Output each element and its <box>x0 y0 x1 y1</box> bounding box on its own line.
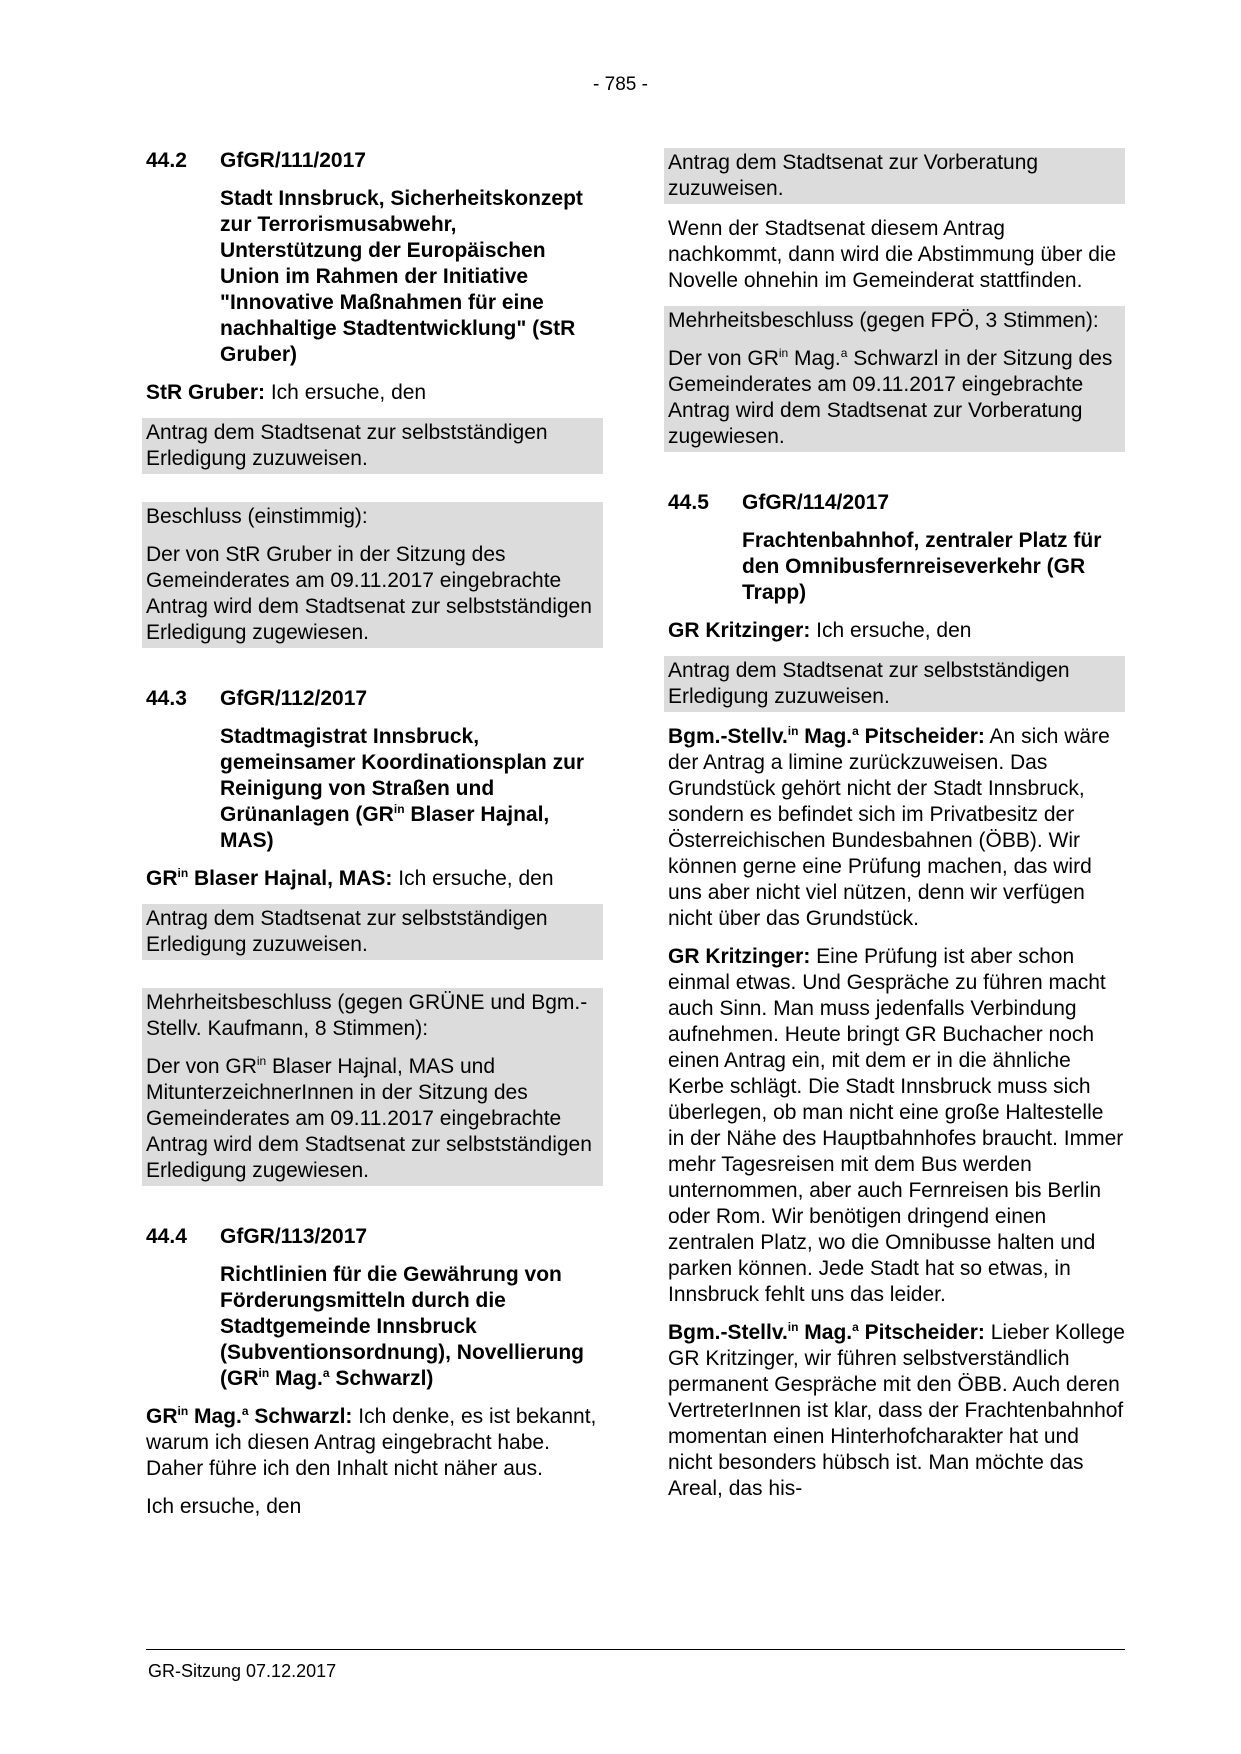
section-heading-44-3 <box>146 686 603 712</box>
speaker-name: StR Gruber: <box>146 381 266 404</box>
right-column <box>668 148 1125 1514</box>
speaker-text: Ich ersuche, den <box>392 867 554 890</box>
speaker-name: $GR^{in}$ Mag.$^a$ Schwarzl: <box>146 1404 353 1428</box>
speaker-text: Eine Prüfung ist aber schon einmal etwas. Und Gespräche zu führen macht auch Sinn. Man muss jedenfalls Verbindung aufnehmen. Heute bringt GR Buchacher noch einen Antrag ein, mit dem er in die ähnliche Kerbe schlägt. Die Stadt Innsbruck muss sich überlegen, ob man nicht eine große Haltestelle in der Nähe des Hauptbahnhofes braucht. Immer mehr Tagesreisen mit dem Bus werden unternommen, aber auch Fernreisen bis Berlin oder Rom. Wir benötigen dringend einen zentralen Platz, wo die Omnibusse halten und parken können. Jede Stadt hat so etwas, in Innsbruck fehlt uns das leider. <box>668 945 1124 1306</box>
section-heading-44-4 <box>146 1224 603 1250</box>
speaker-text: Ich denke, es ist bekannt, warum ich diesen Antrag eingebracht habe. Daher führe ich den Inhalt nicht näher aus. <box>146 1405 597 1480</box>
section-title: Frachtenbahnhof, zentraler Platz für den Omnibusfernreiseverkehr (GR Trapp) <box>742 529 1102 604</box>
speaker-name: $GR^{in}$ Blaser Hajnal, MAS: <box>146 866 393 890</box>
speaker-text: An sich wäre der Antrag a limine zurückzuweisen. Das Grundstück gehört nicht der Stadt Innsbruck, sondern es befindet sich im Privatbesitz der Österreichischen Bundesbahnen (ÖBB). Wir können gerne eine Prüfung machen, das wird uns aber nicht viel nützen, denn wir verfügen nicht über das Grundstück. <box>668 725 1110 930</box>
request-text: Antrag dem Stadtsenat zur selbstständigen Erledigung zuzuweisen. <box>668 659 1070 708</box>
speaker-paragraph <box>668 1320 1125 1502</box>
body-paragraph: Wenn der Stadtsenat diesem Antrag nachkommt, dann wird die Abstimmung über die Novelle ohnehin im Gemeinderat stattfinden. <box>668 217 1117 292</box>
section-title: Stadtmagistrat Innsbruck, gemeinsamer Koordinationsplan zur Reinigung von Straßen und Grünanlagen ($GR^{in}$ Blaser Hajnal, MAS) <box>220 725 585 852</box>
decision-box <box>142 502 603 648</box>
decision-text: Der von $GR^{in}$ Blaser Hajnal, MAS und MitunterzeichnerInnen in der Sitzung des Gemeinderates am 09.11.2017 eingebrachte Antrag wird dem Stadtsenat zur selbstständigen Erledigung zugewiesen. <box>146 1054 592 1182</box>
request-box <box>664 148 1125 204</box>
request-box <box>142 418 603 474</box>
request-intro: Ich ersuche, den <box>146 1495 302 1518</box>
speaker-paragraph <box>146 866 603 892</box>
speaker-text: Ich ersuche, den <box>265 381 427 404</box>
request-box <box>142 904 603 960</box>
decision-label: Beschluss (einstimmig): <box>146 505 368 528</box>
speaker-name: Bgm.-Stellv.$^{in}$ Mag.$^a$ Pitscheider: <box>668 724 985 748</box>
section-number: 44.2 <box>146 149 187 172</box>
footer-divider <box>146 1649 1125 1650</box>
left-column <box>146 148 603 1532</box>
section-number: 44.4 <box>146 1225 187 1248</box>
request-text: Antrag dem Stadtsenat zur selbstständigen Erledigung zuzuweisen. <box>146 421 548 470</box>
page-number: - 785 - <box>593 74 648 95</box>
section-title: Stadt Innsbruck, Sicherheitskonzept zur Terrorismusabwehr, Unterstützung der Europäischen Union im Rahmen der Initiative "Innovative Maßnahmen für eine nachhaltige Stadtentwicklung" (StR Gruber) <box>220 187 583 366</box>
speaker-text: Ich ersuche, den <box>810 619 972 642</box>
decision-label: Mehrheitsbeschluss (gegen FPÖ, 3 Stimmen): <box>668 309 1099 332</box>
speaker-name: GR Kritzinger: <box>668 619 811 642</box>
footer-text: GR-Sitzung 07.12.2017 <box>148 1661 337 1681</box>
decision-text: Der von $GR^{in}$ Mag.$^a$ Schwarzl in der Sitzung des Gemeinderates am 09.11.2017 eingebrachte Antrag wird dem Stadtsenat zur Vorberatung zugewiesen. <box>668 346 1113 448</box>
section-code: GfGR/112/2017 <box>220 687 368 710</box>
section-number: 44.3 <box>146 687 187 710</box>
decision-box <box>664 306 1125 452</box>
speaker-paragraph <box>146 380 603 406</box>
section-code: GfGR/111/2017 <box>220 149 366 172</box>
section-number: 44.5 <box>668 491 709 514</box>
speaker-name: Bgm.-Stellv.$^{in}$ Mag.$^a$ Pitscheider: <box>668 1320 985 1344</box>
decision-label: Mehrheitsbeschluss (gegen GRÜNE und Bgm.-Stellv. Kaufmann, 8 Stimmen): <box>146 991 588 1040</box>
speaker-paragraph <box>668 618 1125 644</box>
request-text: Antrag dem Stadtsenat zur Vorberatung zuzuweisen. <box>668 151 1039 200</box>
section-title: Richtlinien für die Gewährung von Förderungsmitteln durch die Stadtgemeinde Innsbruck (Subventionsordnung), Novellierung ($GR^{in}$ Mag.$^a$ Schwarzl) <box>220 1263 584 1390</box>
speaker-name: GR Kritzinger: <box>668 945 811 968</box>
speaker-text: Lieber Kollege GR Kritzinger, wir führen selbstverständlich permanent Gespräche mit den ÖBB. Auch deren VertreterInnen ist klar, dass der Frachtenbahnhof momentan einen Hinterhofcharakter hat und nicht besonders hübsch ist. Man möchte das Areal, das his- <box>668 1321 1125 1500</box>
section-code: GfGR/114/2017 <box>742 491 890 514</box>
speaker-paragraph <box>668 724 1125 932</box>
section-heading-44-5 <box>668 490 1125 516</box>
request-box <box>664 656 1125 712</box>
speaker-paragraph <box>668 944 1125 1308</box>
section-heading-44-2 <box>146 148 603 174</box>
decision-text: Der von StR Gruber in der Sitzung des Gemeinderates am 09.11.2017 eingebrachte Antrag wird dem Stadtsenat zur selbstständigen Erledigung zugewiesen. <box>146 543 592 644</box>
speaker-paragraph <box>146 1404 603 1482</box>
request-text: Antrag dem Stadtsenat zur selbstständigen Erledigung zuzuweisen. <box>146 907 548 956</box>
decision-box <box>142 988 603 1186</box>
section-code: GfGR/113/2017 <box>220 1225 368 1248</box>
